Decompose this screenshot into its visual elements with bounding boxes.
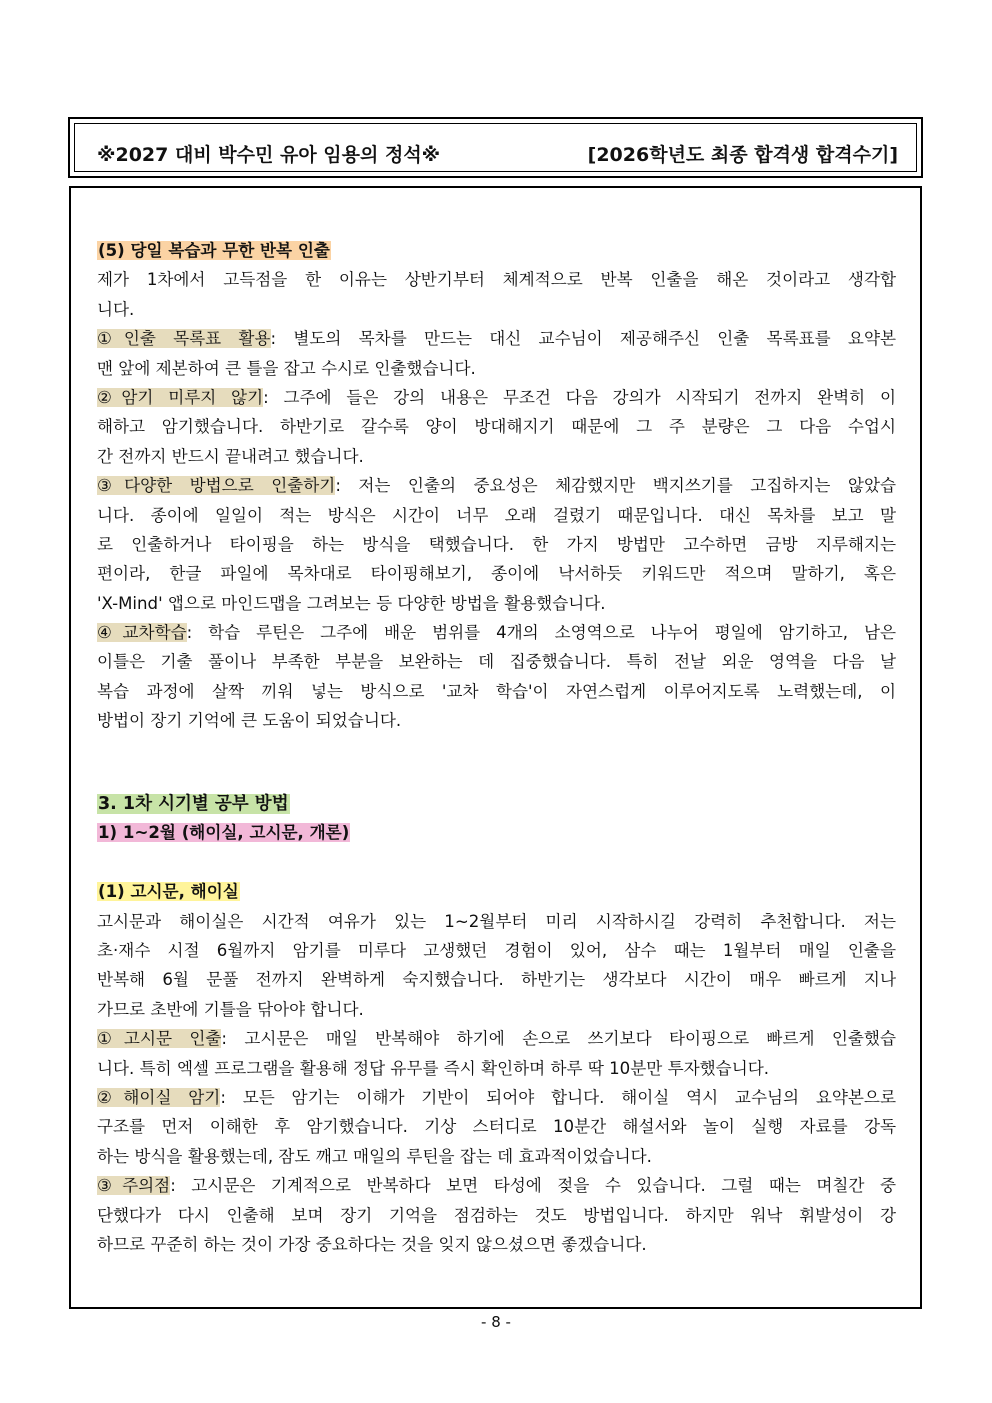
list-item-commentary-memorize [97, 1083, 896, 1112]
section-3-heading-line [97, 789, 896, 818]
paragraph-line: 로 인출하거나 타이핑을 하는 방식을 택했습니다. 한 가지 방법만 고수하면 금방 지루해지는 [97, 534, 896, 554]
paragraph-line: 방법이 장기 기억에 큰 도움이 되었습니다. [97, 711, 402, 731]
header-inner-border [74, 123, 917, 172]
paragraph-line: 니다. [97, 299, 135, 319]
list-item-retrieval-list [97, 324, 896, 353]
paragraph-line: 'X-Mind' 앱으로 마인드맵을 그려보는 등 다양한 방법을 활용했습니다. [97, 593, 606, 613]
page-number: - 8 - [481, 1313, 511, 1331]
paragraph-line: 제가 1차에서 고득점을 한 이유는 상반기부터 체계적으로 반복 인출을 해온 것이라고 생각합 [97, 270, 896, 290]
item-text: : 고시문은 기계적으로 반복하다 보면 타성에 젖을 수 있습니다. 그럴 때는 며칠간 중 [170, 1176, 896, 1196]
item-label: ④교차학습 [97, 623, 187, 643]
item-text: : 저는 인출의 중요성은 체감했지만 백지쓰기를 고집하지는 않았습 [335, 476, 897, 496]
item-label: ③주의점 [97, 1176, 171, 1196]
item-text: : 고시문은 매일 반복해야 하기에 손으로 쓰기보다 타이핑으로 빠르게 인출했습 [221, 1029, 896, 1049]
list-item-various-methods [97, 471, 896, 500]
paragraph-line: 초·재수 시절 6월까지 암기를 미루다 고생했던 경험이 있어, 삼수 때는 1월부터 매일 인출을 [97, 940, 896, 960]
topic-heading: (1) 고시문, 해이실 [98, 882, 239, 902]
section-5-heading-line [97, 236, 896, 265]
item-text: : 학습 루틴은 그주에 배운 범위를 4개의 소영역으로 나누어 평일에 암기하고, 남은 [186, 623, 897, 643]
item-label: ②암기 미루지 않기 [97, 387, 264, 407]
item-label: ①고시문 인출 [97, 1029, 222, 1049]
paragraph-line: 하므로 꾸준히 하는 것이 가장 중요하다는 것을 잊지 않으셨으면 좋겠습니다. [97, 1234, 647, 1254]
section-5-heading: (5) 당일 복습과 무한 반복 인출 [98, 241, 330, 260]
item-text: : 그주에 들은 강의 내용은 무조건 다음 강의가 시작되기 전까지 완벽히 이 [263, 387, 896, 407]
paragraph-line: 니다. 종이에 일일이 적는 방식은 시간이 너무 오래 걸렸기 때문입니다. 대신 목차를 보고 말 [97, 505, 896, 525]
item-label: ①인출 목록표 활용 [97, 329, 271, 349]
header-title: ※2027 대비 박수민 유아 임용의 정석※ [97, 144, 441, 166]
list-item-caution [97, 1171, 896, 1200]
subsection-heading: 1) 1~2월 (해이실, 고시문, 개론) [98, 823, 350, 843]
spacer [97, 765, 896, 789]
paragraph-line: 이틀은 기출 풀이나 부족한 부분을 보완하는 데 집중했습니다. 특히 전날 외운 영역을 다음 날 [97, 652, 896, 672]
paragraph-line: 간 전까지 반드시 끝내려고 했습니다. [97, 446, 364, 466]
paragraph-line: 단했다가 다시 인출해 보며 장기 기억을 점검하는 것도 방법입니다. 하지만 워낙 휘발성이 강 [97, 1205, 896, 1225]
topic-heading-line [97, 877, 896, 906]
item-text: : 모든 암기는 이해가 기반이 되어야 합니다. 해이실 역시 교수님의 요약본으로 [220, 1087, 896, 1107]
list-item-cross-learning [97, 618, 896, 647]
header-box [68, 117, 923, 178]
paragraph-line: 구조를 먼저 이해한 후 암기했습니다. 기상 스터디로 10분간 해설서와 놀이 실행 자료를 강독 [97, 1117, 896, 1137]
item-text: : 별도의 목차를 만드는 대신 교수님이 제공해주신 인출 목록표를 요약본 [270, 329, 896, 349]
list-item-notice-retrieval [97, 1024, 896, 1053]
content-body [97, 236, 896, 1259]
paragraph-line: 가므로 초반에 기틀을 닦아야 합니다. [97, 999, 364, 1019]
paragraph-line: 편이라, 한글 파일에 목차대로 타이핑해보기, 종이에 낙서하듯 키워드만 적으며 말하기, 혹은 [97, 564, 896, 584]
section-3-heading: 3. 1차 시기별 공부 방법 [98, 794, 289, 815]
paragraph-line: 해하고 암기했습니다. 하반기로 갈수록 양이 방대해지기 때문에 그 주 분량은 그 다음 수업시 [97, 417, 896, 437]
paragraph-line: 하는 방식을 활용했는데, 잠도 깨고 매일의 루틴을 잡는 데 효과적이었습니다. [97, 1146, 652, 1166]
paragraph-line: 반복해 6월 문풀 전까지 완벽하게 숙지했습니다. 하반기는 생각보다 시간이 매우 빠르게 지나 [97, 970, 896, 990]
list-item-no-postpone [97, 383, 896, 412]
spacer [97, 848, 896, 877]
item-label: ③다양한 방법으로 인출하기 [97, 476, 336, 496]
paragraph-line: 맨 앞에 제본하여 큰 틀을 잡고 수시로 인출했습니다. [97, 358, 476, 378]
spacer [97, 736, 896, 765]
paragraph-line: 복습 과정에 살짝 끼워 넣는 방식으로 '교차 학습'이 자연스럽게 이루어지도록 노력했는데, 이 [97, 681, 896, 701]
paragraph-line: 고시문과 해이실은 시간적 여유가 있는 1~2월부터 미리 시작하시길 강력히 추천합니다. 저는 [97, 911, 896, 931]
item-label: ②해이실 암기 [97, 1087, 221, 1107]
paragraph-line: 니다. 특히 엑셀 프로그램을 활용해 정답 유무를 즉시 확인하며 하루 딱 10분만 투자했습니다. [97, 1058, 770, 1078]
content-box [69, 186, 922, 1309]
subsection-heading-line [97, 818, 896, 847]
header-subtitle: [2026학년도 최종 합격생 합격수기] [587, 144, 898, 166]
